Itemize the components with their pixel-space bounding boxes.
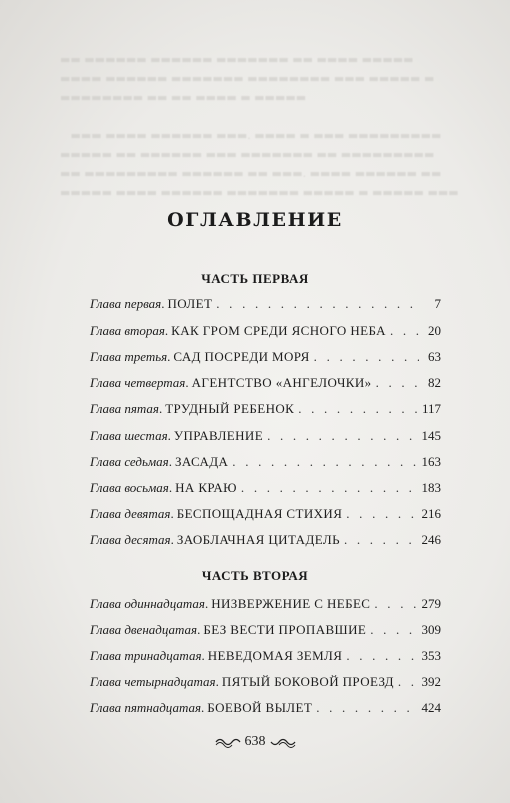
chapter-title: КАК ГРОМ СРЕДИ ЯСНОГО НЕБА — [171, 323, 386, 338]
chapter-title: ЗАСАДА — [174, 454, 229, 469]
left-ornament-icon — [215, 736, 241, 748]
dot-leader — [298, 401, 418, 417]
page-number: 424 — [421, 700, 441, 715]
dot-leader — [398, 674, 418, 690]
page-number-footer: 638 — [244, 734, 266, 749]
dot-leader — [314, 349, 419, 365]
dot-leader — [267, 428, 417, 444]
chapter-title: НИЗВЕРЖЕНИЕ С НЕБЕС — [211, 596, 371, 611]
page-number: 392 — [421, 674, 441, 689]
dot-leader — [346, 648, 417, 664]
chapter-title: БЕСПОЩАДНАЯ СТИХИЯ — [176, 506, 343, 521]
chapter-label: Глава четырнадцатая — [90, 674, 216, 689]
page-number: 163 — [421, 454, 441, 469]
toc-entry[interactable]: Глава четвертая . АГЕНТСТВО «АНГЕЛОЧКИ» . . . 82 — [90, 375, 441, 395]
chapter-label: Глава третья — [90, 349, 168, 364]
toc-entry[interactable]: Глава восьмая . НА КРАЮ . . . 183 — [90, 480, 441, 500]
chapter-label: Глава тринадцатая — [90, 648, 202, 663]
chapter-title: АГЕНТСТВО «АНГЕЛОЧКИ» — [191, 375, 372, 390]
page-number: 353 — [421, 648, 441, 663]
toc-entry[interactable]: Глава шестая . УПРАВЛЕНИЕ . . . 145 — [90, 428, 441, 448]
chapter-title: ТРУДНЫЙ РЕБЕНОК — [165, 401, 295, 416]
chapter-label: Глава вторая — [90, 323, 165, 338]
chapter-label: Глава пятая — [90, 401, 159, 416]
dot-leader — [374, 596, 417, 612]
dot-leader — [390, 323, 419, 339]
page-number: 7 — [434, 296, 441, 311]
chapter-label: Глава двенадцатая — [90, 622, 198, 637]
chapter-label: Глава первая — [90, 296, 162, 311]
chapter-label: Глава седьмая — [90, 454, 169, 469]
chapter-label: Глава девятая — [90, 506, 171, 521]
part-heading: ЧАСТЬ ВТОРАЯ — [201, 568, 309, 583]
chapter-title: ЗАОБЛАЧНАЯ ЦИТАДЕЛЬ — [176, 532, 340, 547]
page-number: 183 — [421, 480, 441, 495]
page-number: 246 — [421, 532, 441, 547]
page-number: 117 — [421, 401, 441, 416]
chapter-title: ПЯТЫЙ БОКОВОЙ ПРОЕЗД — [221, 674, 394, 689]
page-number: 279 — [421, 596, 441, 611]
toc-entry[interactable]: Глава двенадцатая . БЕЗ ВЕСТИ ПРОПАВШИЕ . . . 309 — [90, 622, 441, 642]
toc-entry[interactable]: Глава тринадцатая . НЕВЕДОМАЯ ЗЕМЛЯ . . . 353 — [90, 648, 441, 668]
right-ornament-icon — [270, 736, 296, 748]
toc-entry[interactable]: Глава первая . ПОЛЕТ . . . 7 — [90, 296, 441, 316]
chapter-title: НЕВЕДОМАЯ ЗЕМЛЯ — [207, 648, 343, 663]
part-heading: ЧАСТЬ ПЕРВАЯ — [201, 271, 309, 286]
chapter-title: ПОЛЕТ — [167, 296, 213, 311]
dot-leader — [316, 700, 417, 716]
chapter-title: БОЕВОЙ ВЫЛЕТ — [207, 700, 313, 715]
dot-leader — [370, 622, 417, 638]
chapter-title: БЕЗ ВЕСТИ ПРОПАВШИЕ — [203, 622, 367, 637]
toc-entry[interactable]: Глава десятая . ЗАОБЛАЧНАЯ ЦИТАДЕЛЬ . . . 246 — [90, 532, 441, 552]
dot-leader — [232, 454, 417, 470]
toc-entry[interactable]: Глава вторая . КАК ГРОМ СРЕДИ ЯСНОГО НЕБА . . . 20 — [90, 323, 441, 343]
toc-entry[interactable]: Глава третья . САД ПОСРЕДИ МОРЯ . . . 63 — [90, 349, 441, 369]
page-number: 20 — [428, 323, 441, 338]
folio — [0, 734, 510, 750]
dot-leader — [346, 506, 417, 522]
dot-leader — [241, 480, 418, 496]
toc-entry[interactable]: Глава пятнадцатая . БОЕВОЙ ВЫЛЕТ . . . 424 — [90, 700, 441, 720]
dot-leader — [376, 375, 419, 391]
chapter-title: УПРАВЛЕНИЕ — [173, 428, 264, 443]
chapter-title: САД ПОСРЕДИ МОРЯ — [173, 349, 310, 364]
chapter-label: Глава шестая — [90, 428, 168, 443]
page-number: 216 — [421, 506, 441, 521]
page-number: 309 — [421, 622, 441, 637]
dot-leader — [216, 296, 419, 312]
page-number: 82 — [428, 375, 441, 390]
chapter-label: Глава пятнадцатая — [90, 700, 202, 715]
toc-entry[interactable]: Глава пятая . ТРУДНЫЙ РЕБЕНОК . . . 117 — [90, 401, 441, 421]
toc-entry[interactable]: Глава одиннадцатая . НИЗВЕРЖЕНИЕ С НЕБЕС . . . 279 — [90, 596, 441, 616]
chapter-label: Глава одиннадцатая — [90, 596, 205, 611]
dot-leader — [344, 532, 418, 548]
toc-entry[interactable]: Глава девятая . БЕСПОЩАДНАЯ СТИХИЯ . . . 216 — [90, 506, 441, 526]
toc-entry[interactable]: Глава четырнадцатая . ПЯТЫЙ БОКОВОЙ ПРОЕЗД . . . 392 — [90, 674, 441, 694]
chapter-label: Глава восьмая — [90, 480, 169, 495]
toc-entry[interactable]: Глава седьмая . ЗАСАДА . . . 163 — [90, 454, 441, 474]
page-number: 63 — [428, 349, 441, 364]
bleed-through-text: ▬▬ ▬▬▬▬▬▬ ▬▬▬▬▬▬ ▬▬▬▬▬▬▬ ▬▬ ▬▬▬▬ ▬▬▬▬▬ ▬▬▬▬ ▬▬▬▬▬▬ ▬▬▬▬▬▬▬ ▬▬▬▬▬▬▬▬ ▬▬▬ ▬▬▬▬▬ ▬ ▬▬▬▬▬▬▬▬ ▬▬ ▬▬ ▬▬▬▬ ▬ ▬▬▬▬▬ ▬▬▬ ▬▬▬▬ ▬▬▬▬▬▬ ▬▬▬. ▬▬▬▬ ▬ ▬▬▬ ▬▬▬▬▬▬▬▬▬ ▬▬▬▬▬ ▬▬ ▬▬▬▬▬▬ ▬▬▬ ▬▬▬▬▬▬▬ ▬▬ ▬▬▬▬▬▬▬▬▬ ▬▬ ▬▬▬▬▬▬▬▬▬ ▬▬▬▬▬▬ ▬▬ ▬▬▬. ▬▬▬▬ ▬▬▬▬▬▬ ▬▬ ▬▬▬▬▬ ▬▬▬▬ ▬▬▬▬▬▬ ▬▬▬▬▬▬▬ ▬▬▬▬▬ ▬ ▬▬▬▬▬ ▬▬▬ — [60, 53, 459, 199]
chapter-label: Глава десятая — [90, 532, 171, 547]
chapter-label: Глава четвертая — [90, 375, 186, 390]
page-number: 145 — [421, 428, 441, 443]
page-title: ОГЛАВЛЕНИЕ — [167, 209, 343, 231]
chapter-title: НА КРАЮ — [175, 480, 237, 495]
